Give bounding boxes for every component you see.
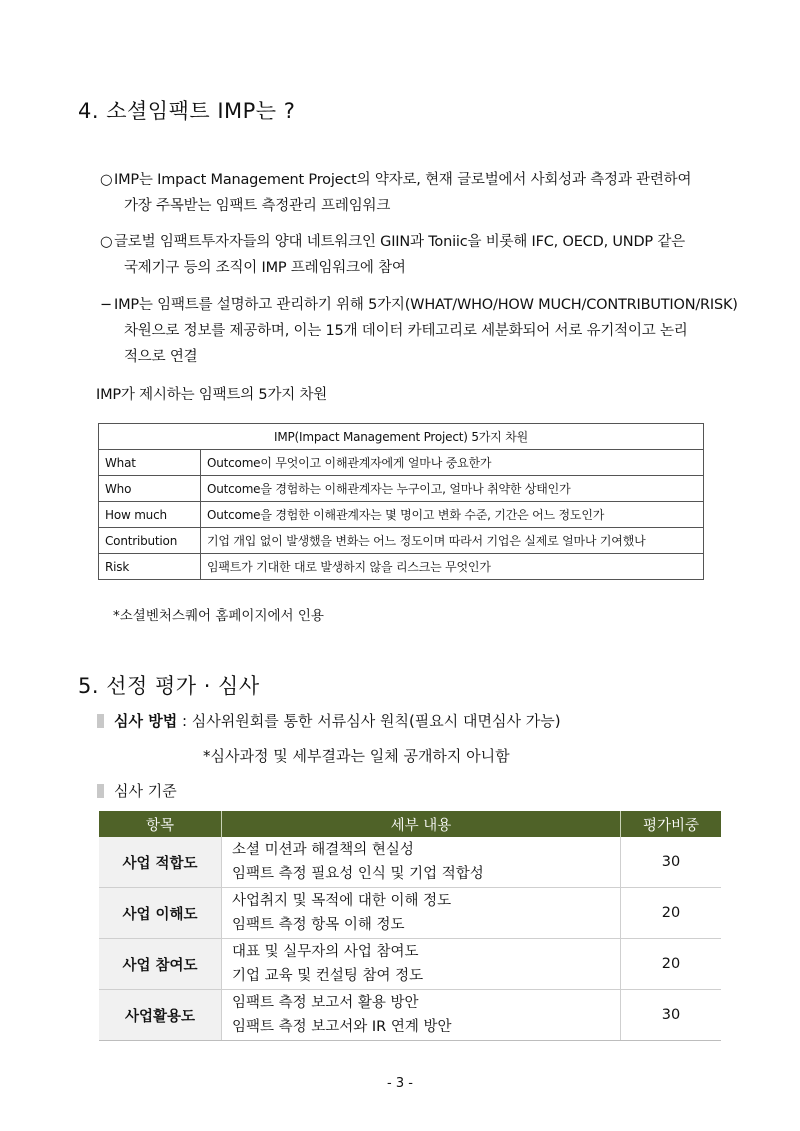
criteria-detail: [222, 990, 621, 1041]
item-text-continued: 가장 주목받는 임팩트 측정관리 프레임워크: [124, 198, 391, 214]
detail-line: 임팩트 측정 필요성 인식 및 기업 적합성: [232, 866, 484, 882]
item-text-continued: 국제기구 등의 조직이 IMP 프레임워크에 참여: [124, 260, 406, 276]
imp-dimensions-table: [98, 423, 704, 580]
detail-line: 임팩트 측정 항목 이해 정도: [232, 917, 405, 933]
table-row: [99, 990, 721, 1041]
circle-bullet-icon: ○: [100, 234, 113, 250]
detail-line: 소셜 미션과 해결책의 현실성: [232, 842, 414, 858]
table-row: [99, 476, 704, 502]
table-row: [99, 939, 721, 990]
dimension-desc: Outcome을 경험한 이해관계자는 몇 명이고 변화 수준, 기간은 어느 정도인가: [201, 502, 704, 528]
dimension-desc: Outcome이 무엇이고 이해관계자에게 얼마나 중요한가: [201, 450, 704, 476]
dimension-key: Who: [99, 476, 201, 502]
review-method: [97, 710, 561, 731]
section4-heading: 4. 소셜임팩트 IMP는 ?: [78, 99, 296, 123]
criteria-category: 사업활용도: [99, 990, 222, 1041]
review-method-text: : 심사위원회를 통한 서류심사 원칙(필요시 대면심사 가능): [177, 712, 561, 730]
section5-heading: 5. 선정 평가 · 심사: [78, 674, 260, 698]
dimension-key: What: [99, 450, 201, 476]
column-header-detail: 세부 내용: [222, 811, 621, 837]
item-text: IMP는 임팩트를 설명하고 관리하기 위해 5가지(WHAT/WHO/HOW MUCH/CONTRIBUTION/RISK): [114, 297, 738, 313]
review-criteria-label: 심사 기준: [114, 782, 177, 800]
dimension-key: Risk: [99, 554, 201, 580]
detail-line: 기업 교육 및 컨설팅 참여 정도: [232, 968, 424, 984]
criteria-detail: [222, 888, 621, 939]
column-header-category: 항목: [99, 811, 222, 837]
criteria-detail: [222, 837, 621, 888]
detail-line: 사업취지 및 목적에 대한 이해 정도: [232, 893, 452, 909]
table-row: [99, 554, 704, 580]
evaluation-criteria-table: [99, 811, 721, 1041]
item-text-continued: 적으로 연결: [124, 349, 198, 365]
table-row: [99, 528, 704, 554]
dimension-desc: Outcome을 경험하는 이해관계자는 누구이고, 얼마나 취약한 상태인가: [201, 476, 704, 502]
section4-item-3: [100, 292, 740, 370]
square-bullet-icon: [97, 784, 104, 798]
square-bullet-icon: [97, 714, 104, 728]
item-text: IMP는 Impact Management Project의 약자로, 현재 글로벌에서 사회성과 측정과 관련하여: [114, 172, 692, 188]
item-text: 글로벌 임팩트투자자들의 양대 네트워크인 GIIN과 Toniic을 비롯해 IFC, OECD, UNDP 같은: [114, 234, 685, 250]
review-method-note: *심사과정 및 세부결과는 일체 공개하지 아니함: [203, 747, 510, 765]
section4-item-2: [100, 229, 740, 281]
dimension-desc: 임팩트가 기대한 대로 발생하지 않을 리스크는 무엇인가: [201, 554, 704, 580]
detail-line: 임팩트 측정 보고서와 IR 연계 방안: [232, 1019, 452, 1035]
table-title: IMP(Impact Management Project) 5가지 차원: [99, 424, 704, 450]
column-header-weight: 평가비중: [621, 811, 722, 837]
table-caption: IMP가 제시하는 임팩트의 5가지 차원: [96, 387, 328, 403]
detail-line: 대표 및 실무자의 사업 참여도: [232, 944, 419, 960]
section4-item-1: [100, 167, 740, 219]
dimension-key: How much: [99, 502, 201, 528]
source-note: *소셜벤처스퀘어 홈페이지에서 인용: [113, 608, 324, 624]
criteria-category: 사업 적합도: [99, 837, 222, 888]
criteria-detail: [222, 939, 621, 990]
criteria-category: 사업 참여도: [99, 939, 222, 990]
page-number: - 3 -: [387, 1076, 413, 1091]
review-criteria: [97, 780, 177, 801]
circle-bullet-icon: ○: [100, 172, 113, 188]
criteria-weight: 30: [621, 837, 722, 888]
criteria-weight: 20: [621, 888, 722, 939]
dimension-key: Contribution: [99, 528, 201, 554]
dimension-desc: 기업 개입 없이 발생했을 변화는 어느 정도이며 따라서 기업은 실제로 얼마나 기여했나: [201, 528, 704, 554]
review-method-label: 심사 방법: [114, 712, 178, 730]
table-row: [99, 888, 721, 939]
detail-line: 임팩트 측정 보고서 활용 방안: [232, 995, 419, 1011]
table-row: [99, 502, 704, 528]
dash-bullet-icon: −: [100, 297, 112, 313]
table-row: [99, 450, 704, 476]
criteria-weight: 20: [621, 939, 722, 990]
item-text-continued: 차원으로 정보를 제공하며, 이는 15개 데이터 카테고리로 세분화되어 서로 유기적이고 논리: [124, 323, 688, 339]
criteria-weight: 30: [621, 990, 722, 1041]
criteria-category: 사업 이해도: [99, 888, 222, 939]
table-row: [99, 837, 721, 888]
